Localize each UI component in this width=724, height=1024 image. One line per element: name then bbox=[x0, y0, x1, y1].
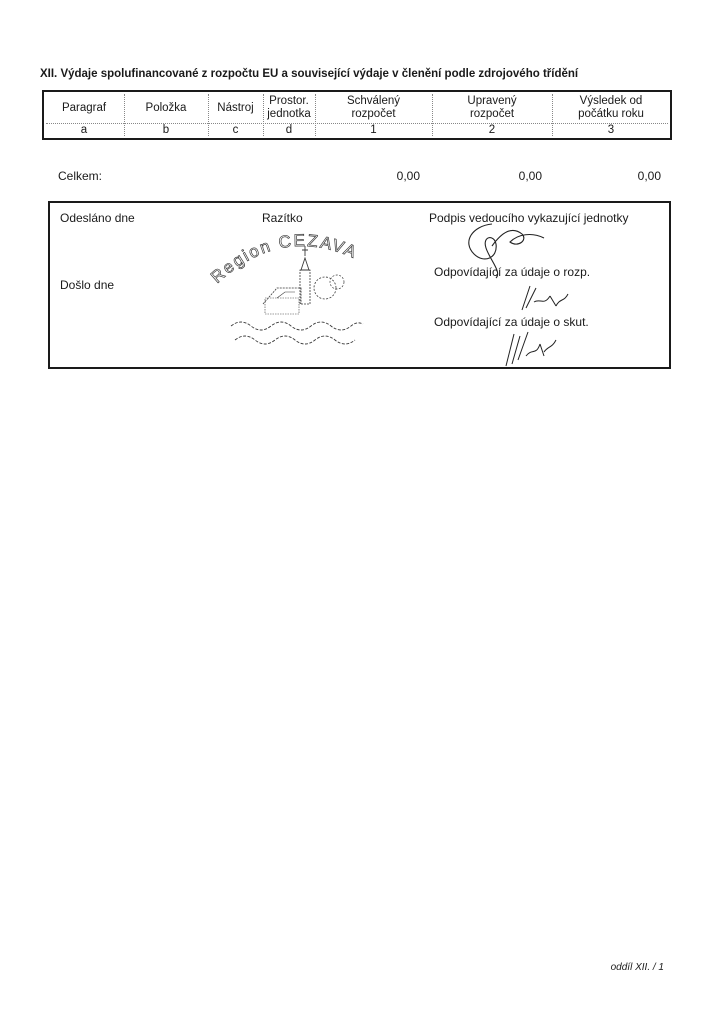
received-date-label: Došlo dne bbox=[60, 278, 115, 292]
col-paragraf bbox=[44, 92, 124, 138]
col-upraveny bbox=[432, 92, 552, 138]
col-vysledek bbox=[552, 92, 670, 138]
col-schvaleny bbox=[315, 92, 432, 138]
col-header: Upravený rozpočet bbox=[467, 95, 517, 120]
col-code: 1 bbox=[370, 124, 377, 136]
section-title: XII. Výdaje spolufinancované z rozpočtu EU a související výdaje v členění podle zdrojového třídění bbox=[40, 68, 579, 80]
region-stamp bbox=[205, 226, 375, 356]
col-polozka bbox=[124, 92, 208, 138]
col-header: Položka bbox=[145, 102, 187, 114]
page-footer: oddíl XII. / 1 bbox=[610, 962, 664, 973]
actual-responsible-label: Odpovídající za údaje o skut. bbox=[434, 315, 589, 329]
col-code: d bbox=[285, 124, 293, 136]
col-header: Schválený rozpočet bbox=[346, 95, 401, 120]
col-code: a bbox=[80, 124, 88, 136]
stamp-label: Razítko bbox=[262, 211, 303, 225]
sent-date-label: Odesláno dne bbox=[60, 211, 135, 225]
col-header: Nástroj bbox=[217, 102, 254, 114]
svg-text:Region CEZAVA: Region CEZAVA bbox=[207, 230, 361, 287]
total-label: Celkem: bbox=[58, 169, 103, 183]
col-header: Paragraf bbox=[61, 102, 107, 114]
actual-signature bbox=[500, 326, 560, 368]
total-vysledek: 0,00 bbox=[637, 169, 661, 183]
col-nastroj bbox=[208, 92, 263, 138]
budget-responsible-label: Odpovídající za údaje o rozp. bbox=[434, 265, 591, 279]
total-upraveny: 0,00 bbox=[518, 169, 542, 183]
col-code: b bbox=[162, 124, 170, 136]
col-code: 2 bbox=[488, 124, 496, 136]
expenditure-table bbox=[42, 90, 672, 140]
col-code: 3 bbox=[607, 124, 615, 136]
col-header: Výsledek od počátku roku bbox=[578, 95, 644, 120]
head-signature-label: Podpis vedoucího vykazující jednotky bbox=[429, 211, 629, 225]
col-code: c bbox=[232, 124, 239, 136]
col-prostor bbox=[263, 92, 315, 138]
total-schvaleny: 0,00 bbox=[396, 169, 420, 183]
col-header: Prostor. jednotka bbox=[267, 95, 311, 120]
budget-signature bbox=[516, 280, 576, 316]
head-signature bbox=[452, 212, 562, 282]
